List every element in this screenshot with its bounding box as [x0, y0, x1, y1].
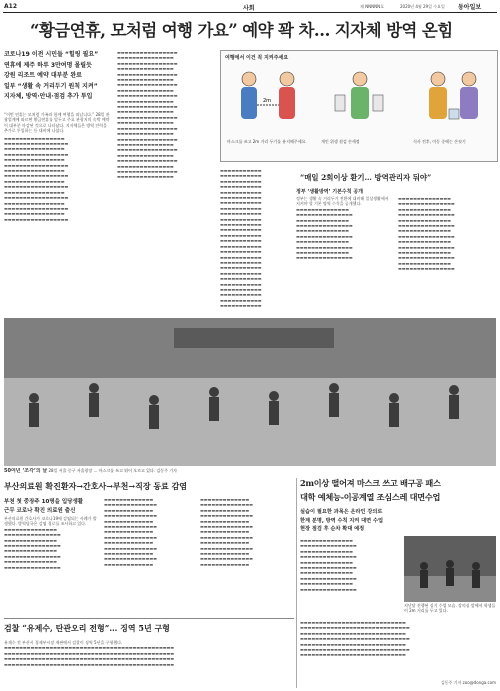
- prosecution-body-text: 유재수 전 부산시 경제부시장 재판에서 검찰이 징역 5년을 구형했다.: [4, 640, 123, 645]
- main-body-col2: ▬▬▬▬▬▬▬▬▬▬▬▬▬▬▬▬ ▬▬▬▬▬▬▬▬▬▬▬▬▬▬▬ ▬▬▬▬▬▬▬▬▬▬▬▬▬▬▬▬ ▬▬▬▬▬▬▬▬▬▬▬▬▬▬▬ ▬▬▬▬▬▬▬▬▬▬▬▬▬▬▬▬ ▬▬▬▬▬▬▬▬▬▬▬▬▬▬▬ ▬▬▬▬▬▬▬▬▬▬▬▬▬▬▬▬ ▬▬▬▬▬▬▬▬▬▬▬▬▬▬▬ ▬▬▬▬▬▬▬▬▬▬▬▬▬▬▬▬ ▬▬▬▬▬▬▬▬▬▬▬▬▬▬▬ ▬▬▬▬▬▬▬▬▬▬▬▬▬▬▬▬ ▬▬▬▬▬▬▬▬▬▬▬▬▬▬▬ ▬▬▬▬▬▬▬▬▬▬▬▬▬▬▬▬ ▬▬▬▬▬▬▬▬▬▬▬▬▬▬▬ ▬▬▬▬▬▬▬▬▬▬▬▬▬▬▬▬ ▬▬▬▬▬▬▬▬▬▬▬▬▬▬▬ ▬▬▬▬▬▬▬▬▬▬▬▬▬▬▬▬ ▬▬▬▬▬▬▬▬▬▬▬▬▬▬▬ ▬▬▬▬▬▬▬▬▬▬▬▬▬▬▬▬ ▬▬▬▬▬▬▬▬▬▬▬▬▬▬▬ ▬▬▬▬▬▬▬▬▬▬▬▬▬▬▬▬ ▬▬▬▬▬▬▬▬▬▬▬▬▬▬▬ ▬▬▬▬▬▬▬▬▬▬▬▬▬▬▬▬ ▬▬▬▬▬▬▬▬▬▬▬▬▬▬▬: [117, 50, 178, 180]
- mask-lead-line: 한계 분명, 방역 수칙 지켜 대면 수업: [300, 517, 383, 524]
- mask-article-body2: ▬▬▬▬▬▬▬▬▬▬▬▬▬▬▬▬▬▬▬▬▬▬▬▬▬▬▬▬ ▬▬▬▬▬▬▬▬▬▬▬▬▬▬▬▬▬▬▬▬▬▬▬▬▬▬▬▬▬ ▬▬▬▬▬▬▬▬▬▬▬▬▬▬▬▬▬▬▬▬▬▬▬▬▬▬▬▬ ▬▬▬▬▬▬▬▬▬▬▬▬▬▬▬▬▬▬▬▬▬▬▬▬▬▬▬▬▬ ▬▬▬▬▬▬▬▬▬▬▬▬▬▬▬▬▬▬▬▬▬▬▬▬▬▬▬▬ ▬▬▬▬▬▬▬▬▬▬▬▬▬▬▬▬▬▬▬▬▬▬▬▬▬▬▬▬▬ ▬▬▬▬▬▬▬▬▬▬▬▬▬▬▬▬▬▬▬▬▬▬▬▬▬▬▬▬: [300, 620, 410, 658]
- side-article-body: 정부는 생활 속 거리두기 전환에 대비해 일상생활에서 지켜야 할 기본 방역 수칙을 공개했다.: [296, 196, 389, 207]
- illustration-box: [220, 50, 498, 162]
- subhead-line: 일부 “생활 속 거리두기 원칙 지켜”: [4, 82, 98, 90]
- paper-logo: 동아일보: [458, 4, 482, 11]
- mask-article-headline2: 대학 예체능-이공계열 조심스레 대면수업: [300, 492, 441, 502]
- prosecution-body: 유재수 전 부산시 경제부시장 재판에서 검찰이 징역 5년을 구형했다. ▬▬▬▬▬▬▬▬▬▬▬▬▬▬▬▬▬▬▬▬▬▬▬▬▬▬▬▬▬▬▬▬▬▬▬▬▬▬▬▬▬▬▬▬▬ ▬▬▬▬▬▬▬▬▬▬▬▬▬▬▬▬▬▬▬▬▬▬▬▬▬▬▬▬▬▬▬▬▬▬▬▬▬▬▬▬▬▬▬▬▬ ▬▬▬▬▬▬▬▬▬▬▬▬▬▬▬▬▬▬▬▬▬▬▬▬▬▬▬▬▬▬▬▬▬▬▬▬▬▬▬▬▬▬▬▬▬ ▬▬▬▬▬▬▬▬▬▬▬▬▬▬▬▬▬▬▬▬▬▬▬▬▬▬▬▬▬▬▬▬▬▬▬▬▬▬▬▬▬▬▬▬▬: [4, 640, 294, 688]
- busan-body-col1: 부산의료원 간호사가 코로나19에 감염되는 사례가 발생했다. 방역당국은 감염 경로를 조사하고 있다. ▬▬▬▬▬▬▬▬▬▬▬▬▬▬ ▬▬▬▬▬▬▬▬▬▬▬▬▬▬▬ ▬▬▬▬▬▬▬▬▬▬▬▬▬▬ ▬▬▬▬▬▬▬▬▬▬▬▬▬▬▬ ▬▬▬▬▬▬▬▬▬▬▬▬▬▬ ▬▬▬▬▬▬▬▬▬▬▬▬▬▬▬ ▬▬▬▬▬▬▬▬▬▬▬▬▬▬ ▬▬▬▬▬▬▬▬▬▬▬▬▬▬▬: [4, 516, 100, 614]
- main-body-text: “이번 연휴는 모처럼 가족과 함께 여행을 떠납니다.” 28일 관광업계에 따르면 황금연휴를 앞두고 주요 관광지의 숙박 예약이 대부분 마감된 것으로 나타났다. 지자체들은 방역 인력을 추가로 투입하는 등 대비에 나섰다.: [4, 112, 110, 134]
- column-rule: [296, 478, 297, 688]
- class-photo-image: [404, 536, 496, 602]
- main-body-col3: ▬▬▬▬▬▬▬▬▬▬▬ ▬▬▬▬▬▬▬▬▬▬▬ ▬▬▬▬▬▬▬▬▬▬▬ ▬▬▬▬▬▬▬▬▬▬▬ ▬▬▬▬▬▬▬▬▬▬▬ ▬▬▬▬▬▬▬▬▬▬▬ ▬▬▬▬▬▬▬▬▬▬▬ ▬▬▬▬▬▬▬▬▬▬▬ ▬▬▬▬▬▬▬▬▬▬▬ ▬▬▬▬▬▬▬▬▬▬▬ ▬▬▬▬▬▬▬▬▬▬▬ ▬▬▬▬▬▬▬▬▬▬▬ ▬▬▬▬▬▬▬▬▬▬▬ ▬▬▬▬▬▬▬▬▬▬▬ ▬▬▬▬▬▬▬▬▬▬▬ ▬▬▬▬▬▬▬▬▬▬▬ ▬▬▬▬▬▬▬▬▬▬▬ ▬▬▬▬▬▬▬▬▬▬▬ ▬▬▬▬▬▬▬▬▬▬▬ ▬▬▬▬▬▬▬▬▬▬▬ ▬▬▬▬▬▬▬▬▬▬▬ ▬▬▬▬▬▬▬▬▬▬▬ ▬▬▬▬▬▬▬▬▬▬▬ ▬▬▬▬▬▬▬▬▬▬▬ ▬▬▬▬▬▬▬▬▬▬▬ ▬▬▬▬▬▬▬▬▬▬▬: [220, 168, 262, 309]
- handwash-icon: [413, 65, 491, 135]
- busan-sub2: 근무 코로나 확진 의료원 출신: [4, 508, 76, 514]
- paper-issue: 제 NNNNN호: [360, 4, 384, 9]
- section-label: 사회: [243, 5, 255, 12]
- svg-text:2m: 2m: [263, 98, 272, 104]
- busan-body: 부산의료원 간호사가 코로나19에 감염되는 사례가 발생했다. 방역당국은 감염 경로를 조사하고 있다.: [4, 516, 97, 527]
- hygiene-icon: [321, 65, 399, 135]
- busan-body-col3: ▬▬▬▬▬▬▬▬▬▬▬▬▬ ▬▬▬▬▬▬▬▬▬▬▬▬▬▬ ▬▬▬▬▬▬▬▬▬▬▬▬▬ ▬▬▬▬▬▬▬▬▬▬▬▬▬▬ ▬▬▬▬▬▬▬▬▬▬▬▬▬ ▬▬▬▬▬▬▬▬▬▬▬▬▬▬ ▬▬▬▬▬▬▬▬▬▬▬▬▬ ▬▬▬▬▬▬▬▬▬▬▬▬▬▬ ▬▬▬▬▬▬▬▬▬▬▬▬▬ ▬▬▬▬▬▬▬▬▬▬▬▬▬▬ ▬▬▬▬▬▬▬▬▬▬▬▬▬ ▬▬▬▬▬▬▬▬▬▬▬▬▬▬ ▬▬▬▬▬▬▬▬▬▬▬▬▬: [200, 497, 253, 567]
- paper-date: 2020년 4월 29일 수요일: [400, 4, 445, 9]
- mask-article-headline: 2m이상 떨어져 마스크 쓰고 배구공 패스: [300, 478, 441, 488]
- people-distance-icon: [229, 65, 307, 135]
- mask-article-lead: [300, 508, 496, 534]
- illustration-caption: 개인 위생 점검 손세정: [321, 139, 360, 144]
- subhead-line: 강원 리조트 예약 대부분 완료: [4, 72, 82, 79]
- subhead-line: 지자체, 방역·안내·점검 추가 투입: [4, 93, 93, 100]
- students-photo-caption: [4, 468, 496, 474]
- main-body-col1: “이번 연휴는 모처럼 가족과 함께 여행을 떠납니다.” 28일 관광업계에 따르면 황금연휴를 앞두고 주요 관광지의 숙박 예약이 대부분 마감된 것으로 나타났다. 지자체들은 방역 인력을 추가로 투입하는 등 대비에 나섰다. ▬▬▬▬▬▬▬▬▬▬▬▬▬▬▬▬ ▬▬▬▬▬▬▬▬▬▬▬▬▬▬▬▬▬ ▬▬▬▬▬▬▬▬▬▬▬▬▬▬▬▬ ▬▬▬▬▬▬▬▬▬▬▬▬▬▬▬▬▬ ▬▬▬▬▬▬▬▬▬▬▬▬▬▬▬▬ ▬▬▬▬▬▬▬▬▬▬▬▬▬▬▬▬▬ ▬▬▬▬▬▬▬▬▬▬▬▬▬▬▬▬ ▬▬▬▬▬▬▬▬▬▬▬▬▬▬▬▬▬ ▬▬▬▬▬▬▬▬▬▬▬▬▬▬▬▬ ▬▬▬▬▬▬▬▬▬▬▬▬▬▬▬▬▬ ▬▬▬▬▬▬▬▬▬▬▬▬▬▬▬▬ ▬▬▬▬▬▬▬▬▬▬▬▬▬▬▬▬▬ ▬▬▬▬▬▬▬▬▬▬▬▬▬▬▬▬ ▬▬▬▬▬▬▬▬▬▬▬▬▬▬▬▬▬ ▬▬▬▬▬▬▬▬▬▬▬▬▬▬▬▬ ▬▬▬▬▬▬▬▬▬▬▬▬▬▬▬▬▬: [4, 112, 112, 310]
- busan-body-col2: ▬▬▬▬▬▬▬▬▬▬▬▬▬ ▬▬▬▬▬▬▬▬▬▬▬▬▬▬ ▬▬▬▬▬▬▬▬▬▬▬▬▬ ▬▬▬▬▬▬▬▬▬▬▬▬▬▬ ▬▬▬▬▬▬▬▬▬▬▬▬▬ ▬▬▬▬▬▬▬▬▬▬▬▬▬▬ ▬▬▬▬▬▬▬▬▬▬▬▬▬ ▬▬▬▬▬▬▬▬▬▬▬▬▬▬ ▬▬▬▬▬▬▬▬▬▬▬▬▬ ▬▬▬▬▬▬▬▬▬▬▬▬▬▬ ▬▬▬▬▬▬▬▬▬▬▬▬▬ ▬▬▬▬▬▬▬▬▬▬▬▬▬▬ ▬▬▬▬▬▬▬▬▬▬▬▬▬: [104, 497, 157, 567]
- side-article-headline: “매일 2회이상 환기… 방역관리자 둬야”: [300, 173, 432, 182]
- illustration-title: 여행에서 이건 꼭 지켜주세요: [225, 55, 289, 61]
- class-photo-caption: 지난달 진행된 실기 수업 모습. 강의실 앞에서 학생들이 2m 거리를 두고 있다.: [404, 603, 496, 613]
- side-article-sub: 정부 ‘생활방역’ 기본수칙 공개: [296, 189, 363, 195]
- side-article-col1: 정부는 생활 속 거리두기 전환에 대비해 일상생활에서 지켜야 할 기본 방역 수칙을 공개했다. ▬▬▬▬▬▬▬▬▬▬▬▬▬▬ ▬▬▬▬▬▬▬▬▬▬▬▬▬▬▬ ▬▬▬▬▬▬▬▬▬▬▬▬▬▬ ▬▬▬▬▬▬▬▬▬▬▬▬▬▬▬ ▬▬▬▬▬▬▬▬▬▬▬▬▬▬ ▬▬▬▬▬▬▬▬▬▬▬▬▬▬▬ ▬▬▬▬▬▬▬▬▬▬▬▬▬▬ ▬▬▬▬▬▬▬▬▬▬▬▬▬▬▬ ▬▬▬▬▬▬▬▬▬▬▬▬▬▬ ▬▬▬▬▬▬▬▬▬▬▬▬▬▬▬: [296, 196, 392, 316]
- prosecution-headline: 검찰 “유제수, 탄관오리 전형”… 징역 5년 구형: [4, 623, 170, 633]
- class-photo: [404, 536, 496, 602]
- students-photo: [4, 318, 496, 466]
- side-article-col2: ▬▬▬▬▬▬▬▬▬▬▬▬▬▬ ▬▬▬▬▬▬▬▬▬▬▬▬▬▬▬ ▬▬▬▬▬▬▬▬▬▬▬▬▬▬ ▬▬▬▬▬▬▬▬▬▬▬▬▬▬▬ ▬▬▬▬▬▬▬▬▬▬▬▬▬▬ ▬▬▬▬▬▬▬▬▬▬▬▬▬▬▬ ▬▬▬▬▬▬▬▬▬▬▬▬▬▬ ▬▬▬▬▬▬▬▬▬▬▬▬▬▬▬ ▬▬▬▬▬▬▬▬▬▬▬▬▬▬ ▬▬▬▬▬▬▬▬▬▬▬▬▬▬▬ ▬▬▬▬▬▬▬▬▬▬▬▬▬▬ ▬▬▬▬▬▬▬▬▬▬▬▬▬▬▬ ▬▬▬▬▬▬▬▬▬▬▬▬▬▬ ▬▬▬▬▬▬▬▬▬▬▬▬▬▬▬: [398, 196, 455, 272]
- illustration-caption: 마스크를 쓰고 2m 거리 두기를 유지해주세요: [227, 139, 306, 144]
- main-headline: “황금연휴, 모처럼 여행 가요” 예약 꽉 차… 지자체 방역 온힘: [30, 21, 453, 40]
- illustration-panel: [321, 65, 399, 135]
- illustration-panel: [229, 65, 307, 135]
- subhead-line: 코로나19 이전 시민들 “힐링 필요”: [4, 51, 99, 58]
- students-photo-image: [4, 318, 496, 466]
- article-divider: [4, 618, 294, 619]
- page-number: A12: [4, 3, 17, 10]
- header-rule: [3, 12, 497, 13]
- photo-caption-text: 28일 서울 중구 서울광장 ... 마스크를 쓰고 뛰어 오르고 있다. 김동주 기자: [48, 468, 178, 473]
- mask-article-body: ▬▬▬▬▬▬▬▬▬▬▬▬▬▬ ▬▬▬▬▬▬▬▬▬▬▬▬▬▬▬ ▬▬▬▬▬▬▬▬▬▬▬▬▬▬ ▬▬▬▬▬▬▬▬▬▬▬▬▬▬▬ ▬▬▬▬▬▬▬▬▬▬▬▬▬▬ ▬▬▬▬▬▬▬▬▬▬▬▬▬▬▬ ▬▬▬▬▬▬▬▬▬▬▬▬▬▬ ▬▬▬▬▬▬▬▬▬▬▬▬▬▬▬ ▬▬▬▬▬▬▬▬▬▬▬▬▬▬ ▬▬▬▬▬▬▬▬▬▬▬▬▬▬▬: [300, 538, 357, 592]
- illustration-caption: 식사 전후, 이동 중에는 손씻기: [413, 139, 466, 144]
- mask-lead-line: 실습이 필요한 과목은 온라인 강의로: [300, 509, 383, 515]
- photo-caption-title: 50여년 ‘조각’의 날: [4, 468, 48, 474]
- mask-article-byline: 김동주 기자 zoo@donga.com: [440, 680, 496, 685]
- subhead-line: 연휴에 제주 하루 3만여명 몰릴듯: [4, 61, 92, 69]
- busan-sub1: 부천 첫 중장주 10명을 입당생활: [4, 499, 84, 505]
- mask-lead-line: 현장 점검 후 순차 확대 예정: [300, 526, 365, 532]
- busan-headline: 부산의료원 확진환자→간호사→부천→직장 동료 감염: [4, 481, 188, 491]
- illustration-panel: [413, 65, 491, 135]
